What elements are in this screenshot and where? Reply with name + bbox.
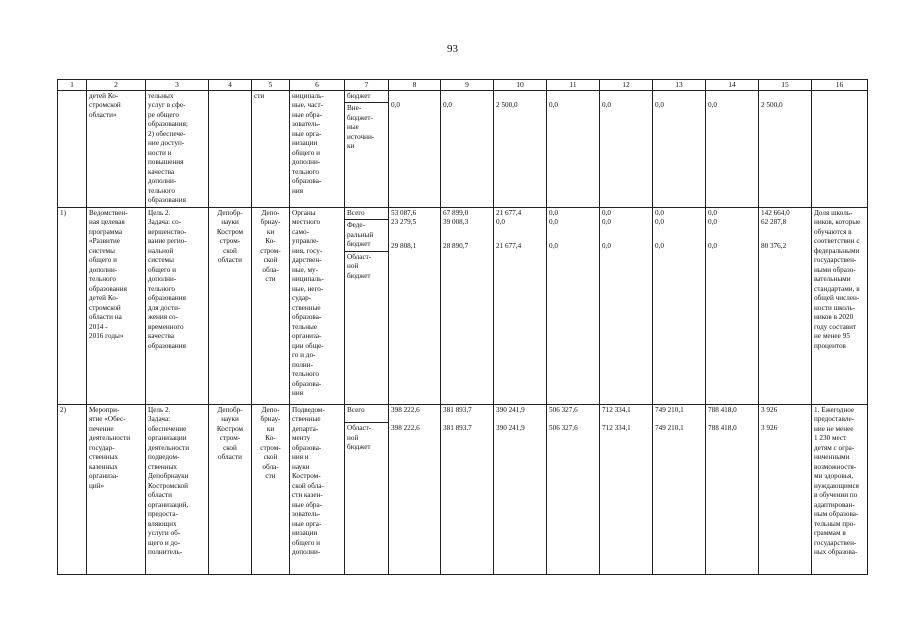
coordinator: Депобр- науки Костром стром- ской области bbox=[216, 405, 244, 462]
column-number: 11 bbox=[547, 80, 600, 91]
value-cell: 3 926 bbox=[761, 424, 778, 433]
value-cell: 0,0 bbox=[602, 208, 611, 217]
executor: Депо- брнау- ки Ко- стром- ской обла- сти bbox=[260, 208, 281, 284]
column-number: 5 bbox=[252, 80, 290, 91]
value-cell: 712 334,1 bbox=[602, 424, 631, 433]
goal-task: Цель 2. Задача: обеспечение организации деятельности подведом- ственных Депобрнауки Костромской области организаций, предоста- вляющих услуги об- щего и до- полнитель- bbox=[148, 405, 190, 557]
value-cell: 0,0 bbox=[655, 208, 664, 217]
goal-task: Цель 2. Задача: со- вершенство- вание регио- нальной системы общего и дополни- тельного образования для дости- жения со- временного качества образования bbox=[148, 208, 187, 350]
expected-result bbox=[812, 90, 868, 207]
budget-table bbox=[57, 79, 868, 575]
column-numbers-row bbox=[58, 80, 868, 91]
column-number: 10 bbox=[494, 80, 547, 91]
value-cell: 0,0 bbox=[549, 100, 558, 109]
value-cell: 0,0 bbox=[708, 100, 717, 109]
value-cell: 0,0 bbox=[443, 100, 452, 109]
executor: Депо- брнау- ки Ко- стром- ской обла- сти bbox=[260, 405, 281, 481]
value-cell: 2 500,0 bbox=[496, 100, 518, 109]
value-cell: 0,0 bbox=[708, 208, 717, 217]
expected-result: Доля школь- ников, которые обучаются в соответствии с федеральными государствен- ными образо- вательными стандартами, в общей числен- ности школь- ников в 2020 году составит не менее 95 процентов bbox=[814, 208, 861, 350]
column-number: 4 bbox=[209, 80, 252, 91]
column-number: 2 bbox=[87, 80, 146, 91]
value-cell: 398 222,6 bbox=[391, 424, 420, 433]
value-cell: 0,0 bbox=[549, 208, 558, 217]
value-cell: 0,0 bbox=[708, 218, 717, 227]
value-cell: 390 241,9 bbox=[496, 424, 525, 433]
column-number: 15 bbox=[759, 80, 812, 91]
value-cell: 398 222,6 bbox=[391, 405, 420, 414]
value-cell: 29 808,1 bbox=[391, 241, 417, 250]
expected-result: 1. Ежегодное предоставле- ние не менее 1 230 мест детям с огра- ниченными возможностя- ми здоровья, нуждающимся в обучении по адаптирован- ным образова- тельным про- граммам в государствен- ных образова- bbox=[814, 405, 859, 557]
value-cell: 0,0 bbox=[496, 218, 505, 227]
value-cell: 21 677,4 bbox=[496, 208, 522, 217]
value-cell: 506 327,6 bbox=[549, 405, 578, 414]
value-cell: 0,0 bbox=[549, 241, 558, 250]
column-number: 14 bbox=[706, 80, 759, 91]
table-row bbox=[58, 207, 868, 404]
value-cell: 0,0 bbox=[602, 218, 611, 227]
continuation-row bbox=[58, 90, 868, 207]
row-number bbox=[58, 90, 87, 207]
activity-name: Ведомствен- ная целевая программа «Развитие системы общего и дополни- тельного образования детей Ко- стромской области на 2014 - 2016 годы» bbox=[89, 208, 128, 341]
activity-name: Меропри- ятие «Обес- печение деятельности государ- ственных казенных организа- ций» bbox=[89, 405, 131, 490]
column-number: 13 bbox=[653, 80, 706, 91]
value-cell: 28 890,7 bbox=[443, 241, 469, 250]
value-cell: 2 500,0 bbox=[761, 100, 783, 109]
funding-source: Област- ной бюджет bbox=[345, 251, 388, 282]
value-cell: 0,0 bbox=[708, 241, 717, 250]
funding-source: Вне- бюджет- ные источни- ки bbox=[345, 102, 388, 152]
value-cell: 80 376,2 bbox=[761, 241, 787, 250]
column-number: 6 bbox=[290, 80, 345, 91]
value-cell: 0,0 bbox=[655, 218, 664, 227]
value-cell: 142 664,0 bbox=[761, 208, 790, 217]
value-cell: 0,0 bbox=[391, 100, 400, 109]
row-number: 1) bbox=[60, 208, 66, 217]
coordinator bbox=[209, 90, 252, 207]
page-number: 93 bbox=[447, 43, 458, 55]
value-cell: 23 279,5 bbox=[391, 218, 417, 227]
value-cell: 381 893,7 bbox=[443, 424, 472, 433]
column-number: 9 bbox=[441, 80, 494, 91]
funding-source: Област- ной бюджет bbox=[345, 422, 388, 453]
value-cell: 67 899,0 bbox=[443, 208, 469, 217]
value-cell: 0,0 bbox=[655, 241, 664, 250]
table-row bbox=[58, 404, 868, 574]
value-cell: 788 418,0 bbox=[708, 405, 737, 414]
value-cell: 749 210,1 bbox=[655, 405, 684, 414]
funding-source: Всего bbox=[347, 208, 365, 217]
value-cell: 788 418,0 bbox=[708, 424, 737, 433]
column-number: 12 bbox=[600, 80, 653, 91]
value-cell: 53 087,6 bbox=[391, 208, 417, 217]
activity-name: детей Ко- стромской области» bbox=[89, 91, 121, 119]
funding-source: Всего bbox=[347, 405, 365, 414]
value-cell: 3 926 bbox=[761, 405, 778, 414]
column-number: 3 bbox=[146, 80, 209, 91]
column-number: 1 bbox=[58, 80, 87, 91]
column-number: 16 bbox=[812, 80, 868, 91]
row-number: 2) bbox=[60, 405, 66, 414]
value-cell: 39 008,3 bbox=[443, 218, 469, 227]
column-number: 7 bbox=[345, 80, 389, 91]
participants: ниципаль- ные, част- ные обра- зователь- ные орга- низации общего и дополни- тельного образова- ния bbox=[292, 91, 324, 195]
value-cell: 0,0 bbox=[602, 100, 611, 109]
value-cell: 390 241,9 bbox=[496, 405, 525, 414]
funding-source: Феде- ральный бюджет bbox=[345, 219, 388, 250]
value-cell: 749 210,1 bbox=[655, 424, 684, 433]
value-cell: 0,0 bbox=[549, 218, 558, 227]
participants: Подведом- ственные департа- менту образова- ния и науки Костром- ской обла- сти казен- ные обра- зователь- ные орга- низации общего и дополни- bbox=[292, 405, 325, 557]
value-cell: 506 327,6 bbox=[549, 424, 578, 433]
value-cell: 0,0 bbox=[655, 100, 664, 109]
value-cell: 21 677,4 bbox=[496, 241, 522, 250]
executor: сти bbox=[254, 91, 265, 100]
value-cell: 0,0 bbox=[602, 241, 611, 250]
value-cell: 712 334,1 bbox=[602, 405, 631, 414]
goal-task: тельных услуг в сфе- ре общего образования; 2) обеспече- ние доступ- ности и повышения качества дополни- тельного образования bbox=[148, 91, 188, 205]
funding-source: бюджет bbox=[347, 91, 371, 100]
column-number: 8 bbox=[389, 80, 441, 91]
participants: Органы местного само- управле- ния, госу- дарствен- ные, му- ниципаль- ные, него- судар- ственные образова- тельные организа- ции обще- го и до- полни- тельного образова- ния bbox=[292, 208, 324, 398]
value-cell: 381 893,7 bbox=[443, 405, 472, 414]
coordinator: Депобр- науки Костром стром- ской области bbox=[216, 208, 244, 265]
value-cell: 62 287,8 bbox=[761, 218, 787, 227]
